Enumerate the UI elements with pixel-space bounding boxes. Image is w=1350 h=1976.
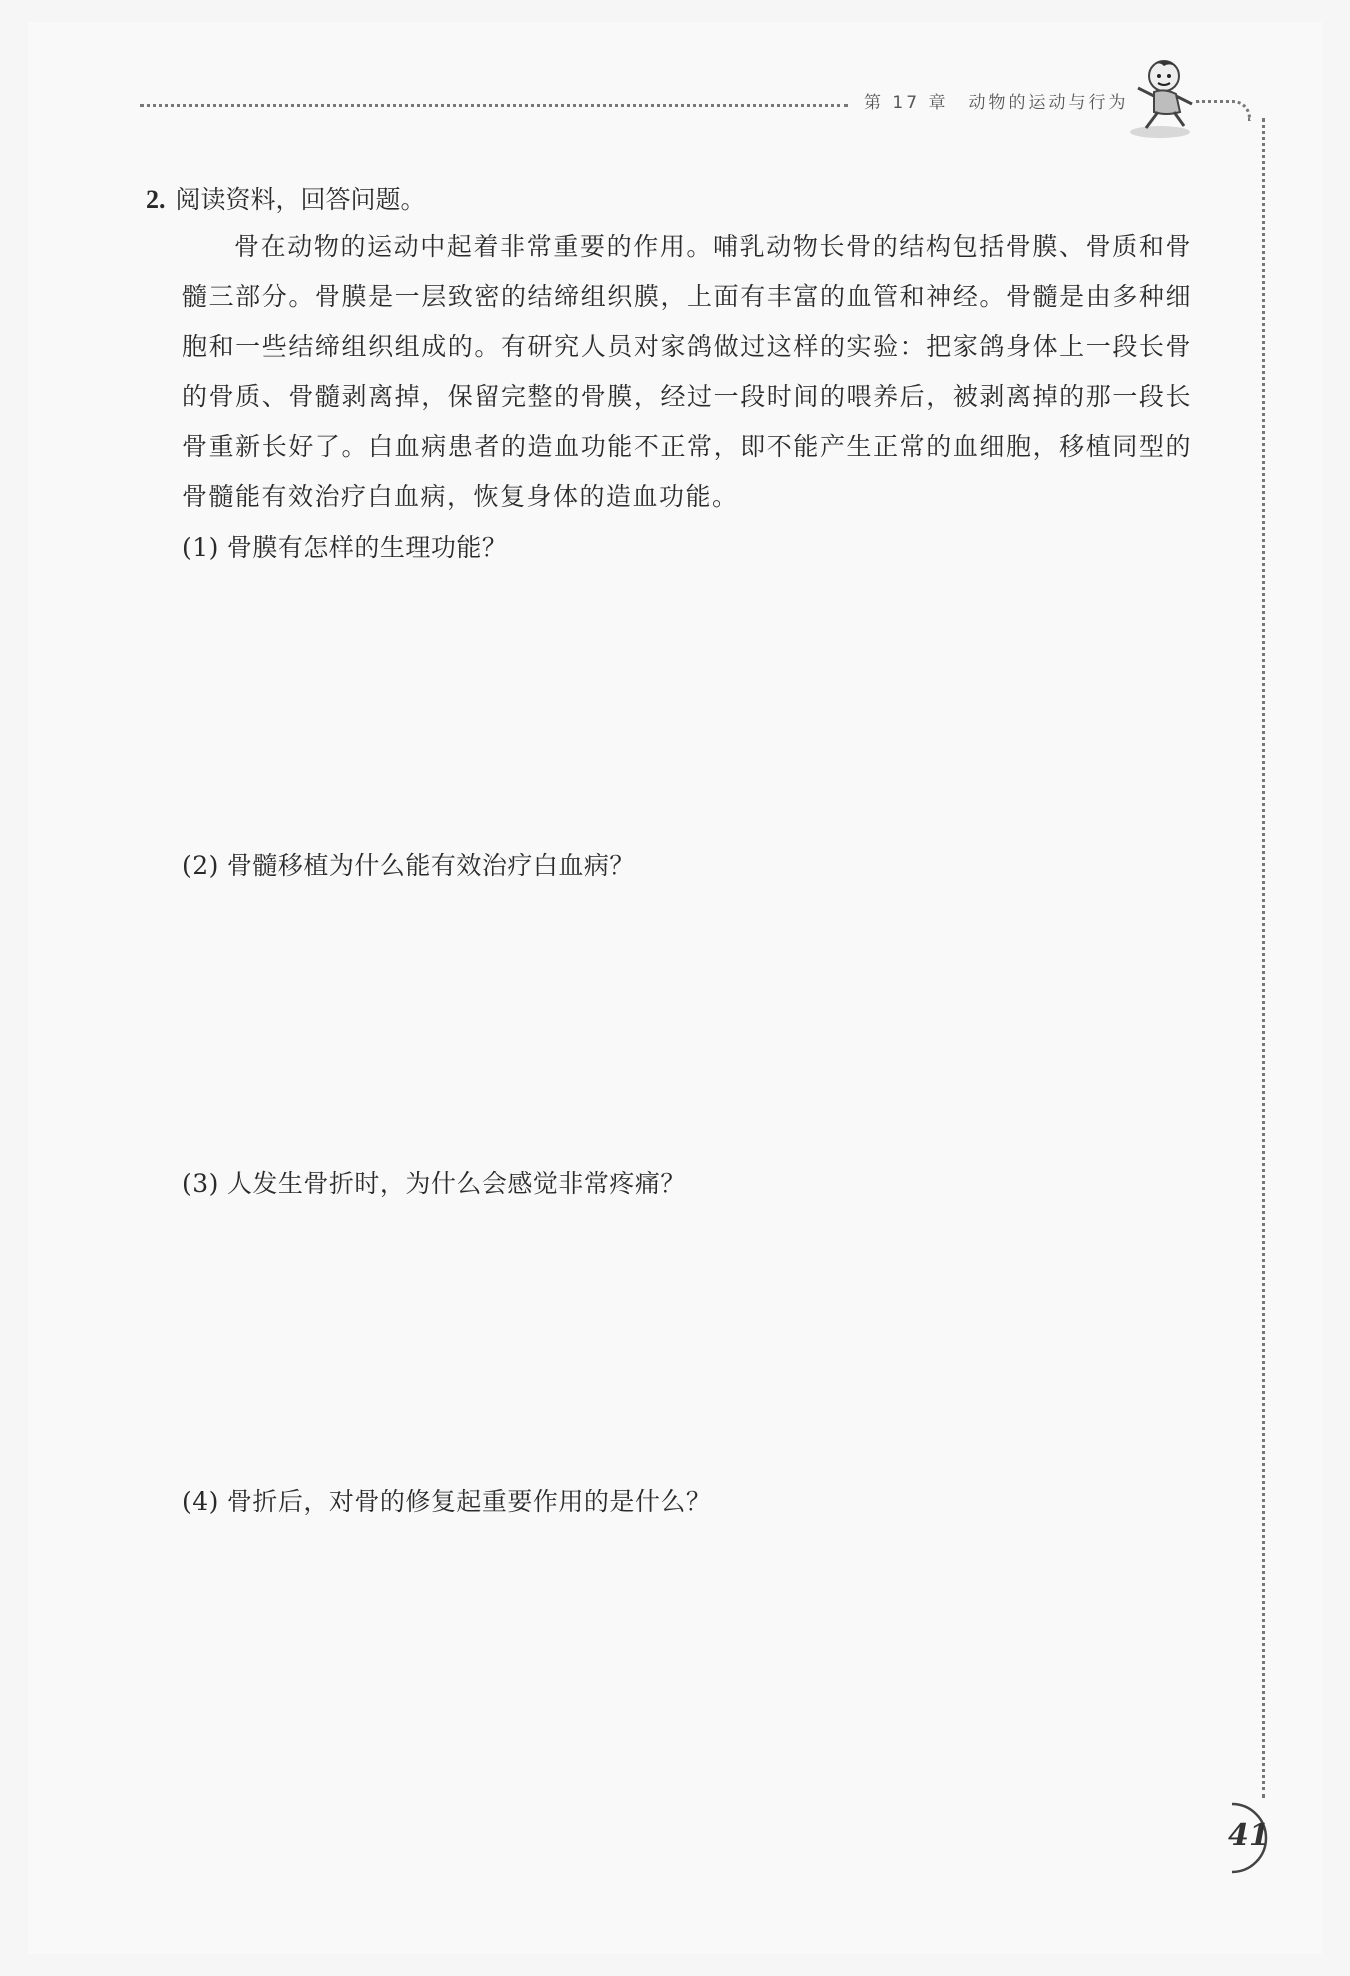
answer-area-1[interactable] [182,580,1162,780]
chapter-number: 第 17 章 [864,93,949,113]
subquestion-text: 骨膜有怎样的生理功能？ [226,533,508,562]
header-dotted-rule [140,104,848,107]
subquestion-3 [182,1164,686,1200]
subquestion-text: 骨髓移植为什么能有效治疗白血病？ [226,851,635,880]
subquestion-text: 骨折后，对骨的修复起重要作用的是什么？ [226,1487,712,1516]
side-dotted-rule [1262,118,1265,1798]
subquestion-2 [182,846,635,882]
question-heading [146,180,426,216]
chapter-header [864,88,1148,113]
answer-area-2[interactable] [182,900,1162,1100]
subquestion-text: 人发生骨折时，为什么会感觉非常疼痛？ [226,1169,686,1198]
subquestion-number: (3) [182,1169,219,1198]
question-instruction: 阅读资料，回答问题。 [175,185,426,214]
answer-area-3[interactable] [182,1218,1162,1418]
subquestion-4 [182,1482,711,1518]
subquestion-number: (4) [182,1487,219,1516]
answer-area-4[interactable] [182,1536,1162,1736]
header-corner-rule [1196,100,1251,121]
question-number: 2. [146,185,166,214]
subquestion-1 [182,528,507,564]
subquestion-number: (2) [182,851,219,880]
chapter-title: 动物的运动与行为 [968,93,1129,113]
subquestion-number: (1) [182,533,219,562]
page-number: 41 [1228,1818,1270,1853]
cartoon-boy-icon [1124,54,1202,142]
reading-passage: 骨在动物的运动中起着非常重要的作用。哺乳动物长骨的结构包括骨膜、骨质和骨髓三部分。骨膜是一层致密的结缔组织膜，上面有丰富的血管和神经。骨髓是由多种细胞和一些结缔组织组成的。有研究人员对家鸽做过这样的实验：把家鸽身体上一段长骨的骨质、骨髓剥离掉，保留完整的骨膜，经过一段时间的喂养后，被剥离掉的那一段长骨重新长好了。白血病患者的造血功能不正常，即不能产生正常的血细胞，移植同型的骨髓能有效治疗白血病，恢复身体的造血功能。 [182,232,1192,511]
